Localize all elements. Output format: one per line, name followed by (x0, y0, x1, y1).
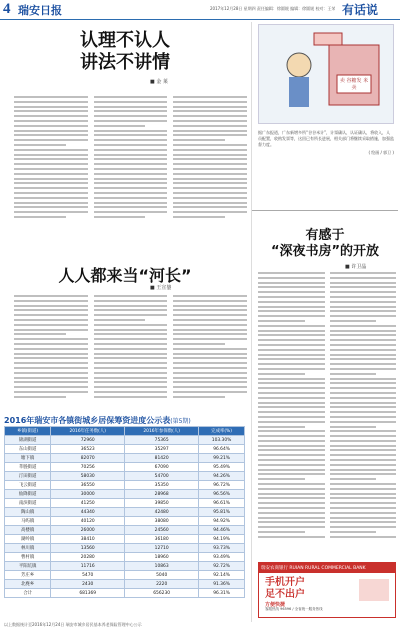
table-row (5, 562, 245, 571)
table-cell: 20280 (51, 553, 125, 562)
article1-title (30, 30, 220, 74)
section-title: 有话说 (342, 3, 379, 17)
table-cell: 汀田街道 (5, 472, 51, 481)
table-row (5, 490, 245, 499)
table-cell: 93.49% (199, 553, 245, 562)
table-cell: 36550 (51, 481, 125, 490)
table-cell: 38080 (125, 517, 199, 526)
article3-title-line1: 有感于 (305, 228, 345, 243)
masthead: 瑞安日报 (18, 4, 62, 17)
table-cell: 5040 (125, 571, 199, 580)
table-cell: 10863 (125, 562, 199, 571)
table-cell: 36523 (51, 445, 125, 454)
table-cell: 35297 (125, 445, 199, 454)
table-cell: 42480 (125, 508, 199, 517)
article1-byline: ■ 金 莱 (150, 79, 168, 85)
table-title: 2016年瑞安市各镇街城乡居保筹资进度公示表(第5期) (4, 416, 191, 425)
ad-line1: 手机开户 (265, 577, 305, 588)
bank-advertisement (258, 562, 396, 618)
table-header: 2016年任务数(人) (51, 427, 125, 436)
table-row (5, 535, 245, 544)
table-cell: 合计 (5, 589, 51, 598)
article3-title (265, 228, 385, 260)
table-cell: 18960 (125, 553, 199, 562)
table-row (5, 526, 245, 535)
article3-title-line2: “深夜书房”的开放 (270, 244, 380, 259)
table-cell: 北麂乡 (5, 580, 51, 589)
table-row (5, 499, 245, 508)
table-row (5, 472, 245, 481)
table-cell: 67090 (125, 463, 199, 472)
table-cell: 高楼镇 (5, 526, 51, 535)
article2-body (14, 295, 247, 410)
page-number: 4 (3, 1, 11, 17)
table-cell: 38410 (51, 535, 125, 544)
table-cell: 92.14% (199, 571, 245, 580)
illustration-caption-block (258, 130, 394, 156)
table-row (5, 517, 245, 526)
ad-bank-name: 瑞安农商银行 RUIAN RURAL COMMERCIAL BANK (259, 563, 395, 573)
table-title-note: (第5期) (170, 418, 191, 425)
illustration-label: 卖 谷糖发 米 卖 (339, 78, 369, 91)
article1-title-line1: 认理不认人 (80, 30, 170, 51)
table-row (5, 589, 245, 598)
table-cell: 36180 (125, 535, 199, 544)
table-cell: 林川镇 (5, 544, 51, 553)
table-cell: 13560 (51, 544, 125, 553)
table-cell: 82070 (51, 454, 125, 463)
table-cell: 96.31% (199, 589, 245, 598)
header-info: 2017年12月28日 星期四 责任编辑：徐圆媛 编辑：徐圆媛 校对：王荣 (210, 6, 335, 11)
table-cell: 70256 (51, 463, 125, 472)
table-cell: 35350 (125, 481, 199, 490)
table-header: 乡镇(街道) (5, 427, 51, 436)
table-cell: 仙降街道 (5, 490, 51, 499)
section-divider (252, 210, 398, 211)
table-cell: 东山街道 (5, 445, 51, 454)
table-cell: 湖岭镇 (5, 535, 51, 544)
table-cell: 94.19% (199, 535, 245, 544)
table-cell: 94.46% (199, 526, 245, 535)
article1-title-line2: 讲法不讲情 (80, 52, 170, 73)
table-cell: 马屿镇 (5, 517, 51, 526)
table-cell: 39850 (125, 499, 199, 508)
table-cell: 5470 (51, 571, 125, 580)
table-cell: 锦湖街道 (5, 436, 51, 445)
table-cell: 81420 (125, 454, 199, 463)
table-row (5, 436, 245, 445)
table-cell: 656230 (125, 589, 199, 598)
table-cell: 12710 (125, 544, 199, 553)
table-cell: 91.36% (199, 580, 245, 589)
table-row (5, 544, 245, 553)
table-cell: 96.56% (199, 490, 245, 499)
table-cell: 96.72% (199, 481, 245, 490)
table-cell: 99.21% (199, 454, 245, 463)
table-cell: 40120 (51, 517, 125, 526)
table-cell: 95.81% (199, 508, 245, 517)
table-row (5, 580, 245, 589)
table-cell: 41250 (51, 499, 125, 508)
table-cell: 94.26% (199, 472, 245, 481)
table-cell: 92.72% (199, 562, 245, 571)
table-cell: 96.61% (199, 499, 245, 508)
page-header (0, 0, 400, 20)
article2-byline: ■ 王宣鋆 (150, 285, 172, 291)
table-cell: 103.30% (199, 436, 245, 445)
article1-body (14, 96, 247, 246)
table-cell: 南滨街道 (5, 499, 51, 508)
ad-slogan (265, 577, 305, 601)
table-cell: 96.64% (199, 445, 245, 454)
table-cell: 24560 (125, 526, 199, 535)
table-cell: 681369 (51, 589, 125, 598)
table-cell: 95.49% (199, 463, 245, 472)
table-cell: 44340 (51, 508, 125, 517)
table-cell: 93.73% (199, 544, 245, 553)
article3-byline: ■ 许卫晶 (345, 264, 367, 270)
table-cell: 58030 (51, 472, 125, 481)
table-cell: 芳庄乡 (5, 571, 51, 580)
table-cell: 30000 (51, 490, 125, 499)
table-row (5, 553, 245, 562)
ad-line2: 足不出户 (265, 589, 305, 600)
table-cell: 塘下镇 (5, 454, 51, 463)
table-cell: 11716 (51, 562, 125, 571)
table-cell: 飞云街道 (5, 481, 51, 490)
table-row (5, 445, 245, 454)
table-cell: 莘塍街道 (5, 463, 51, 472)
table-footnote: 以上数据统计至2016年12月24日 瑞安市城乡居民基本养老保险管理中心公示 (4, 622, 142, 627)
ad-phone-icon (359, 579, 389, 601)
table-cell: 26000 (51, 526, 125, 535)
table-row (5, 481, 245, 490)
article2-title: 人人都来当“河长” (58, 266, 192, 285)
table-cell: 94.92% (199, 517, 245, 526)
table-row (5, 454, 245, 463)
table-cell: 28968 (125, 490, 199, 499)
data-table (4, 426, 245, 598)
table-row (5, 571, 245, 580)
table-cell: 72960 (51, 436, 125, 445)
table-row (5, 508, 245, 517)
table-cell: 曹村镇 (5, 553, 51, 562)
table-cell: 陶山镇 (5, 508, 51, 517)
table-header: 2016年参保数(人) (125, 427, 199, 436)
cartoon-illustration (258, 24, 394, 124)
table-cell: 54700 (125, 472, 199, 481)
illustration-caption: 据广东报道，广东新增多所“谷谷米计”，计票确认，认证确认，将收入，人员配置，收购发票等，这回已有所长进展，相关部门将继续采取措施，加强监督力度。 (258, 130, 394, 147)
table-header: 完成率(%) (199, 427, 245, 436)
ad-small-text: 客服热线 96596 / 全省统一服务热线 (265, 607, 323, 611)
table-cell: 75365 (125, 436, 199, 445)
table-cell: 2430 (51, 580, 125, 589)
table-cell: 2220 (125, 580, 199, 589)
illustration-credit: ( 绘画 / 郭卫 ) (368, 150, 394, 155)
table-cell: 平阳坑镇 (5, 562, 51, 571)
column-divider (251, 22, 252, 622)
article3-body (258, 272, 396, 556)
ad-line3: 方便快捷 (265, 602, 286, 608)
table-row (5, 463, 245, 472)
